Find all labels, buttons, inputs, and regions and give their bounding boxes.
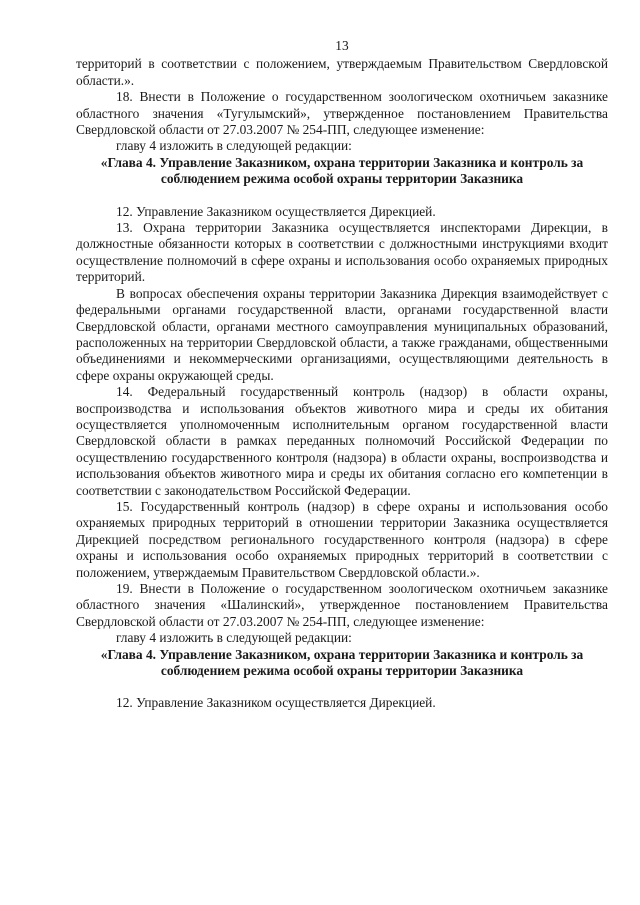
paragraph-continuation: территорий в соответствии с положением, утверждаемым Правительством Свердловской области.». (76, 56, 608, 88)
paragraph-item-19: 19. Внести в Положение о государственном зоологическом охотничьем заказнике областного значения «Шалинский», утвержденное постановлением Правительства Свердловской области от 27.03.2007 № 254-ПП, следующее изменение: (76, 581, 608, 629)
paragraph-clause-13: 13. Охрана территории Заказника осуществляется инспекторами Дирекции, в должностные обязанности которых в соответствии с должностными инструкциями входит осуществление полномочий в сфере охраны и использования особо охраняемых природных территорий. (76, 220, 608, 285)
paragraph-clause-15: 15. Государственный контроль (надзор) в сфере охраны и использования особо охраняемых природных территорий в отношении территории Заказника осуществляется Дирекцией посредством регионального государственного контроля (надзора) в сфере охраны и использования особо охраняемых природных территорий в соответствии с положением, утверждаемым Правительством Свердловской области.». (76, 498, 608, 580)
spacer (76, 679, 608, 695)
spacer (76, 188, 608, 204)
paragraph-interaction: В вопросах обеспечения охраны территории Заказника Дирекция взаимодействует с федеральными органами государственной власти, органами государственной власти Свердловской области, органами местного самоуправления муниципальных образований, расположенных на территории Свердловской области, а также гражданами, общественными объединениями и некоммерческими организациями, осуществляющими деятельность в сфере охраны окружающей среды. (76, 285, 608, 383)
paragraph-clause-12: 12. Управление Заказником осуществляется Дирекцией. (116, 695, 436, 711)
chapter-heading: «Глава 4. Управление Заказником, охрана территории Заказника и контроль за соблюдением режима особой охраны территории Заказника (100, 646, 584, 679)
paragraph-chapter-instruction: главу 4 изложить в следующей редакции: (116, 630, 352, 646)
paragraph-item-18: 18. Внести в Положение о государственном зоологическом охотничьем заказнике областного значения «Тугулымский», утвержденное постановлением Правительства Свердловской области от 27.03.2007 № 254-ПП, следующее изменение: (76, 89, 608, 138)
paragraph-clause-14: 14. Федеральный государственный контроль (надзор) в области охраны, воспроизводства и использования объектов животного мира и среды их обитания осуществляется уполномоченным исполнительным органом государственной власти Свердловской области в рамках переданных полномочий Российской Федерации по осуществлению государственного контроля (надзора) в области охраны, воспроизводства и использования объектов животного мира и среды их обитания согласно его компетенции в соответствии с законодательством Российской Федерации. (76, 384, 608, 498)
paragraph-chapter-instruction: главу 4 изложить в следующей редакции: (116, 138, 352, 154)
paragraph-clause-12: 12. Управление Заказником осуществляется Дирекцией. (116, 203, 436, 219)
document-page (76, 38, 608, 712)
chapter-heading: «Глава 4. Управление Заказником, охрана территории Заказника и контроль за соблюдением режима особой охраны территории Заказника (100, 154, 584, 187)
page-number: 13 (335, 38, 349, 53)
